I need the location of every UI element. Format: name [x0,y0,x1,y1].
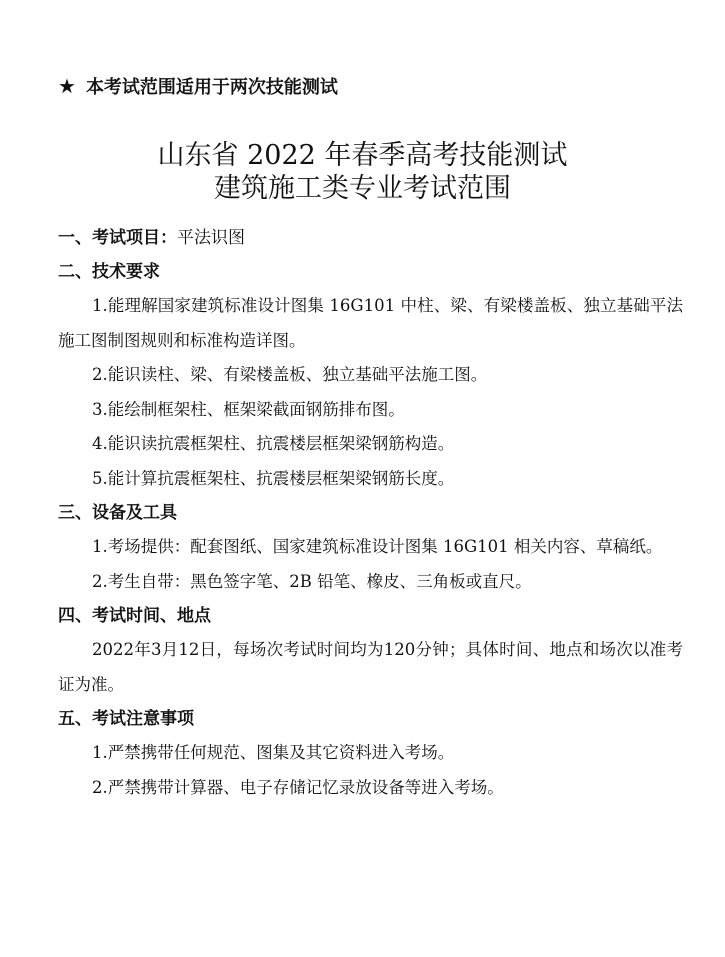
document-body [58,221,683,805]
requirement-item: 3.能绘制框架柱、框架梁截面钢筋排布图。 [92,399,405,419]
requirement-item: 1.能理解国家建筑标准设计图集 16G101 中柱、梁、有梁楼盖板、独立基础平法施工图制图规则和标准构造详图。 [58,296,683,350]
section-heading-technical-requirements: 二、技术要求 [58,262,160,282]
section-exam-item [58,221,683,255]
scope-note-text: 本考试范围适用于两次技能测试 [85,77,338,98]
document-title-line-1: 山东省 2022 年春季高考技能测试 [157,140,568,171]
section-heading-notes: 五、考试注意事项 [58,709,194,729]
requirement-item: 5.能计算抗震框架柱、抗震楼层框架梁钢筋长度。 [92,468,455,488]
notice-item: 1.严禁携带任何规范、图集及其它资料进入考场。 [92,743,455,762]
section-heading-equipment-tools: 三、设备及工具 [58,503,177,523]
exam-item-value: 平法识图 [177,228,245,248]
star-icon: ★ [58,74,76,98]
requirement-item: 2.能识读柱、梁、有梁楼盖板、独立基础平法施工图。 [92,365,488,384]
equipment-item: 1.考场提供：配套图纸、国家建筑标准设计图集 16G101 相关内容、草稿纸。 [92,537,663,556]
time-location-text: 2022年3月12日，每场次考试时间均为120分钟；具体时间、地点和场次以准考证为准。 [58,640,683,694]
document-title-line-2: 建筑施工类专业考试范围 [214,173,511,204]
section-heading: 一、考试项目： [58,228,177,248]
scope-note [58,72,338,102]
section-heading-time-location: 四、考试时间、地点 [58,606,211,626]
requirement-item: 4.能识读抗震框架柱、抗震楼层框架梁钢筋构造。 [92,434,455,453]
equipment-item: 2.考生自带：黑色签字笔、2B 铅笔、橡皮、三角板或直尺。 [92,571,532,591]
notice-item: 2.严禁携带计算器、电子存储记忆录放设备等进入考场。 [92,777,504,797]
